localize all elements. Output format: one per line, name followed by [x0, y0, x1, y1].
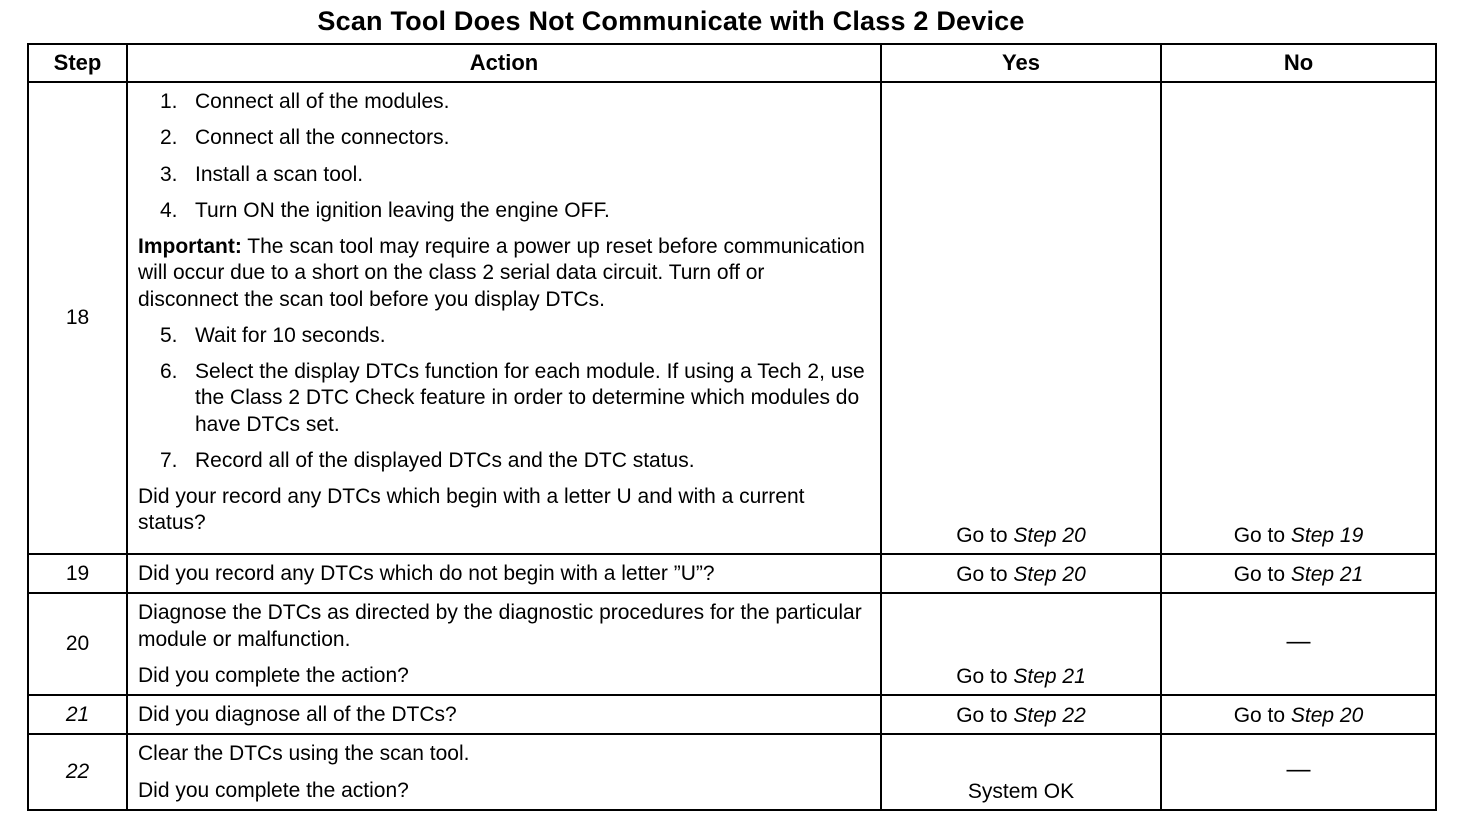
table-header-row — [28, 44, 1436, 82]
step-reference: Step 21 — [1290, 563, 1364, 586]
no-prefix: Go to — [1233, 563, 1291, 586]
yes-cell — [881, 82, 1161, 554]
step-number: 18 — [28, 82, 127, 554]
step-number: 20 — [28, 593, 127, 695]
yes-cell — [881, 593, 1161, 695]
table-row-step-21 — [28, 695, 1436, 734]
list-item — [160, 359, 870, 438]
list-number: 3. — [160, 162, 178, 186]
list-number: 1. — [160, 90, 178, 113]
list-number: 7. — [160, 448, 178, 472]
list-text: Connect all the connectors. — [195, 126, 450, 150]
action-cell — [127, 593, 881, 695]
question-text: Did you complete the action? — [138, 778, 409, 802]
no-cell: — — [1161, 734, 1436, 810]
table-row-step-19 — [28, 554, 1436, 593]
important-label: Important: — [138, 235, 242, 258]
step-reference: Step 20 — [1013, 563, 1086, 586]
no-prefix: Go to — [1233, 704, 1291, 727]
yes-cell — [881, 695, 1161, 734]
no-prefix: Go to — [1233, 523, 1291, 547]
table-row-step-18 — [28, 82, 1436, 554]
important-text: The scan tool may require a power up reset before communication will occur due to a short on the class 2 serial data circuit. Turn off or disconnect the scan tool before you display DTCs. — [138, 235, 865, 311]
question-text: Did you diagnose all of the DTCs? — [138, 703, 457, 726]
yes-prefix: Go to — [956, 704, 1014, 727]
yes-cell — [881, 554, 1161, 593]
step-number: 19 — [28, 554, 127, 593]
step-reference: Step 19 — [1290, 523, 1364, 547]
list-item — [160, 125, 870, 151]
list-number: 6. — [160, 360, 178, 383]
step-reference: Step 20 — [1013, 523, 1086, 547]
no-cell — [1161, 554, 1436, 593]
header-action: Action — [127, 44, 881, 82]
list-item — [160, 323, 870, 349]
list-item — [160, 89, 870, 115]
page-title: Scan Tool Does Not Communicate with Class 2 Device — [317, 6, 1025, 36]
yes-prefix: Go to — [956, 563, 1014, 586]
header-yes: Yes — [881, 44, 1161, 82]
question-text: Did you record any DTCs which do not begin with a letter ”U”? — [138, 562, 715, 585]
table-row-step-22 — [28, 734, 1436, 810]
list-text: Record all of the displayed DTCs and the DTC status. — [195, 448, 695, 472]
yes-prefix: Go to — [956, 523, 1014, 547]
list-text: Turn ON the ignition leaving the engine OFF. — [195, 198, 610, 222]
no-cell — [1161, 695, 1436, 734]
question-text: Did you complete the action? — [138, 663, 409, 687]
step-reference: Step 21 — [1013, 664, 1086, 688]
action-cell — [127, 82, 881, 554]
list-text: Install a scan tool. — [195, 162, 364, 186]
list-item — [160, 448, 870, 474]
action-cell — [127, 554, 881, 593]
list-number: 5. — [160, 323, 178, 347]
header-step: Step — [28, 44, 127, 82]
important-note — [138, 234, 870, 313]
action-text: Clear the DTCs using the scan tool. — [138, 742, 470, 766]
step-number: 22 — [28, 734, 127, 810]
yes-cell: System OK — [881, 734, 1161, 810]
action-cell — [127, 695, 881, 734]
action-cell — [127, 734, 881, 810]
no-cell: — — [1161, 593, 1436, 695]
list-item — [160, 198, 870, 224]
table-row-step-20 — [28, 593, 1436, 695]
list-number: 4. — [160, 198, 178, 222]
list-text: Wait for 10 seconds. — [195, 323, 386, 347]
step-reference: Step 22 — [1013, 704, 1086, 727]
action-text: Diagnose the DTCs as directed by the diagnostic procedures for the particular module or malfunction. — [138, 601, 862, 651]
step-reference: Step 20 — [1290, 704, 1364, 727]
no-cell — [1161, 82, 1436, 554]
step-number: 21 — [28, 695, 127, 734]
yes-prefix: Go to — [956, 664, 1014, 688]
list-item — [160, 162, 870, 188]
header-no: No — [1161, 44, 1436, 82]
question-text: Did your record any DTCs which begin with a letter U and with a current status? — [138, 485, 805, 535]
list-number: 2. — [160, 126, 178, 150]
list-text: Select the display DTCs function for each module. If using a Tech 2, use the Class 2 DTC Check feature in order to determine which modules do have DTCs set. — [195, 360, 865, 436]
list-text: Connect all of the modules. — [195, 90, 450, 113]
diagnostic-table — [27, 43, 1437, 811]
